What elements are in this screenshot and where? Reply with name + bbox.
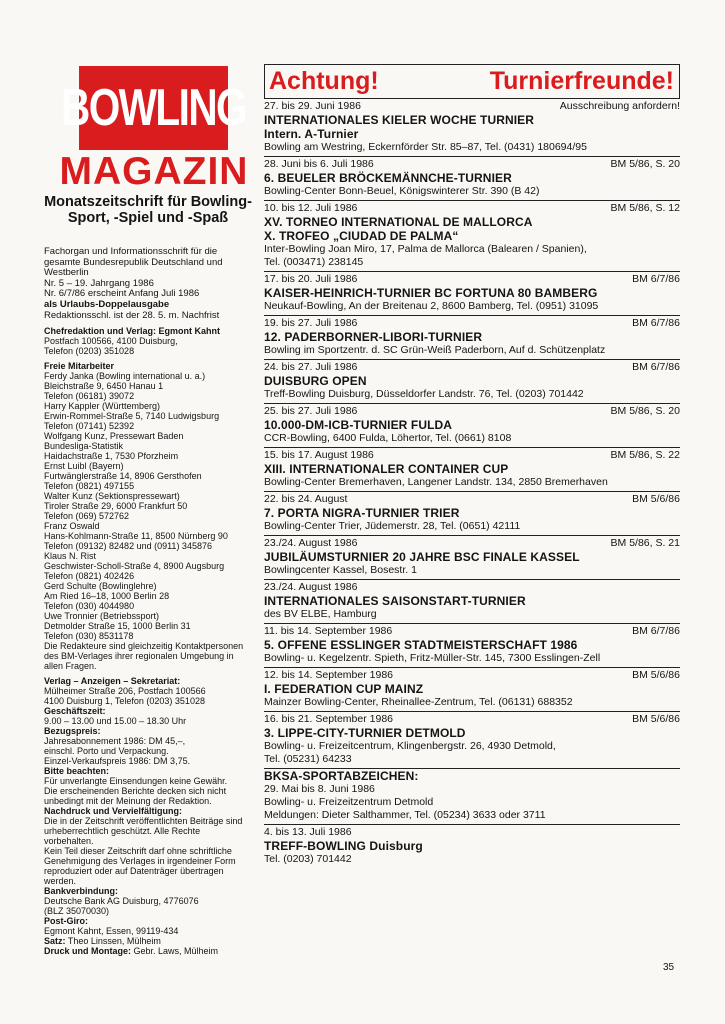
- tournament-column: [264, 64, 680, 868]
- event-location: Bowling-Center Bonn-Beuel, Königswinterer Str. 390 (B 42): [264, 185, 540, 197]
- imprint-line: Nachdruck und Vervielfältigung:: [44, 806, 183, 817]
- imprint-line: Walter Kunz (Sektionspressewart): [44, 491, 180, 502]
- event-date-row: [264, 316, 680, 330]
- imprint-line: Harry Kappler (Württemberg): [44, 401, 161, 412]
- event-location: Bowling- u. Freizeitcentrum, Klingenbergstr. 26, 4930 Detmold,: [264, 740, 556, 752]
- event-entry: [264, 536, 680, 580]
- event-date: 17. bis 20. Juli 1986: [264, 273, 358, 285]
- imprint-line: Geschwister-Scholl-Straße 4, 8900 Augsburg: [44, 561, 225, 572]
- event-entry: [264, 360, 680, 404]
- imprint-line: Hans-Kohlmann-Straße 11, 8500 Nürnberg 90: [44, 531, 228, 542]
- event-location: Tel. (003471) 238145: [264, 256, 364, 268]
- imprint-line: einschl. Porto und Verpackung.: [44, 746, 169, 757]
- imprint-line: 4100 Duisburg 1, Telefon (0203) 351028: [44, 696, 205, 707]
- imprint-line: Post-Giro:: [44, 916, 88, 927]
- imprint-line: Telefon (0203) 351028: [44, 346, 135, 357]
- event-date: 12. bis 14. September 1986: [264, 669, 394, 681]
- event-reference: BM 5/6/86: [632, 669, 680, 681]
- event-entry: [264, 712, 680, 769]
- event-title: XV. TORNEO INTERNATIONAL DE MALLORCA: [264, 215, 533, 229]
- event-date: 25. bis 27. Juli 1986: [264, 405, 358, 417]
- imprint-line: Egmont Kahnt, Essen, 99119-434: [44, 926, 179, 937]
- event-date-row: [264, 201, 680, 215]
- event-reference: BM 5/86, S. 12: [610, 202, 680, 214]
- event-title: X. TROFEO „CIUDAD DE PALMA“: [264, 229, 459, 243]
- event-date: 22. bis 24. August: [264, 493, 348, 505]
- event-location: Neukauf-Bowling, An der Breitenau 2, 8600 Bamberg, Tel. (0951) 31095: [264, 300, 599, 312]
- event-location: Bowling- u. Kegelzentr. Spieth, Fritz-Müller-Str. 145, 7300 Esslingen-Zell: [264, 652, 601, 664]
- event-location: Inter-Bowling Joan Miro, 17, Palma de Mallorca (Balearen / Spanien),: [264, 243, 587, 255]
- imprint-line: Telefon (069) 572762: [44, 511, 130, 522]
- event-title: INTERNATIONALES SAISONSTART-TURNIER: [264, 594, 526, 608]
- imprint-line: Bleichstraße 9, 6450 Hanau 1: [44, 381, 164, 392]
- event-location: 29. Mai bis 8. Juni 1986: [264, 783, 375, 795]
- event-entry: [264, 769, 680, 825]
- imprint-line: Uwe Tronnier (Betriebssport): [44, 611, 160, 622]
- event-title: 12. PADERBORNER-LIBORI-TURNIER: [264, 330, 483, 344]
- imprint-line: Wolfgang Kunz, Pressewart Baden: [44, 431, 184, 442]
- imprint-line: Geschäftszeit:: [44, 706, 106, 717]
- event-location: Mainzer Bowling-Center, Rheinallee-Zentrum, Tel. (06131) 688352: [264, 696, 573, 708]
- imprint-line: als Urlaubs-Doppelausgabe: [44, 298, 170, 310]
- event-reference: BM 5/86, S. 21: [610, 537, 680, 549]
- event-date-row: [264, 272, 680, 286]
- event-date: 10. bis 12. Juli 1986: [264, 202, 358, 214]
- page-number: 35: [663, 962, 675, 973]
- event-location: Bowling im Sportzentr. d. SC Grün-Weiß Paderborn, Auf d. Schützenplatz: [264, 344, 606, 356]
- event-location: Meldungen: Dieter Salthammer, Tel. (05234) 3633 oder 3711: [264, 809, 546, 821]
- event-location: Bowlingcenter Kassel, Bosestr. 1: [264, 564, 417, 576]
- bowling-logo: BOWLING: [79, 66, 228, 150]
- event-title: JUBILÄUMSTURNIER 20 JAHRE BSC FINALE KASSEL: [264, 550, 580, 564]
- event-location: Bowling am Westring, Eckernförder Str. 85–87, Tel. (0431) 180694/95: [264, 141, 587, 153]
- imprint-line: Satz: Theo Linssen, Mülheim: [44, 936, 161, 947]
- event-date-row: [264, 624, 680, 638]
- imprint-line: Deutsche Bank AG Duisburg, 4776076: [44, 896, 199, 907]
- imprint-line: Die erscheinenden Berichte decken sich nicht unbedingt mit der Meinung der Redaktion.: [44, 786, 227, 807]
- imprint-line: Postfach 100566, 4100 Duisburg,: [44, 336, 178, 347]
- event-date: 4. bis 13. Juli 1986: [264, 826, 352, 838]
- event-title: 6. BEUELER BRÖCKEMÄNNCHE-TURNIER: [264, 171, 512, 185]
- event-location: CCR-Bowling, 6400 Fulda, Löhertor, Tel. (0661) 8108: [264, 432, 512, 444]
- event-reference: BM 5/6/86: [632, 493, 680, 505]
- event-entry: [264, 316, 680, 360]
- event-title: XIII. INTERNATIONALER CONTAINER CUP: [264, 462, 509, 476]
- event-title: I. FEDERATION CUP MAINZ: [264, 682, 424, 696]
- imprint-line: Detmolder Straße 15, 1000 Berlin 31: [44, 621, 191, 632]
- imprint-line: Telefon (030) 8531178: [44, 631, 134, 642]
- imprint-line: Freie Mitarbeiter: [44, 361, 115, 372]
- imprint-line: Ernst Luibl (Bayern): [44, 461, 124, 472]
- imprint-line: Haidachstraße 1, 7530 Pforzheim: [44, 451, 179, 462]
- imprint-line: Gerd Schulte (Bowlinglehre): [44, 581, 157, 592]
- event-date-row: [264, 492, 680, 506]
- event-reference: BM 5/6/86: [632, 713, 680, 725]
- event-date: 11. bis 14. September 1986: [264, 625, 393, 637]
- imprint-line: Chefredaktion und Verlag: Egmont Kahnt: [44, 326, 221, 337]
- event-reference: BM 5/86, S. 20: [610, 405, 680, 417]
- imprint-line: (BLZ 35070030): [44, 906, 110, 917]
- imprint-text: [44, 247, 252, 956]
- imprint-line: Redaktionsschl. ist der 28. 5. m. Nachfrist: [44, 309, 220, 321]
- imprint-line: Fachorgan und Informationsschrift für die gesamte Bundesrepublik Deutschland und Westberlin: [44, 246, 223, 279]
- imprint-line: Klaus N. Rist: [44, 551, 97, 562]
- imprint-line: Ferdy Janka (Bowling international u. a.): [44, 371, 206, 382]
- event-title: KAISER-HEINRICH-TURNIER BC FORTUNA 80 BAMBERG: [264, 286, 598, 300]
- imprint-line: Kein Teil dieser Zeitschrift darf ohne schriftliche Genehmigung des Verlages in irgendeiner Form reproduziert oder auf Datenträger übertragen werden.: [44, 846, 236, 887]
- event-location: des BV ELBE, Hamburg: [264, 608, 377, 620]
- event-title: 10.000-DM-ICB-TURNIER FULDA: [264, 418, 453, 432]
- event-reference: BM 5/86, S. 22: [610, 449, 680, 461]
- event-location: Tel. (05231) 64233: [264, 753, 352, 765]
- imprint-line: 9.00 – 13.00 und 15.00 – 18.30 Uhr: [44, 716, 187, 727]
- event-entry: [264, 825, 680, 868]
- event-location: Tel. (0203) 701442: [264, 853, 352, 865]
- imprint-line: Bitte beachten:: [44, 766, 110, 777]
- event-date-row: [264, 99, 680, 113]
- headline-left: Achtung!: [269, 67, 379, 95]
- event-location: Bowling-Center Bremerhaven, Langener Landstr. 134, 2850 Bremerhaven: [264, 476, 608, 488]
- event-date-row: [264, 536, 680, 550]
- imprint-line: Franz Oswald: [44, 521, 100, 532]
- imprint-line: Telefon (06181) 39072: [44, 391, 135, 402]
- imprint-line: Am Ried 16–18, 1000 Berlin 28: [44, 591, 170, 602]
- headline-right: Turnierfreunde!: [489, 67, 674, 95]
- imprint-line: Telefon (09132) 82482 und (0911) 345876: [44, 541, 212, 552]
- event-reference: BM 6/7/86: [632, 625, 680, 637]
- event-location: Bowling- u. Freizeitzentrum Detmold: [264, 796, 434, 808]
- imprint-line: Einzel-Verkaufspreis 1986: DM 3,75.: [44, 756, 191, 767]
- event-date-row: [264, 668, 680, 682]
- event-reference: BM 6/7/86: [632, 273, 680, 285]
- event-entry: [264, 624, 680, 668]
- imprint-line: Die in der Zeitschrift veröffentlichten Beiträge sind urheberrechtlich geschützt. Alle Rechte vorbehalten.: [44, 816, 243, 847]
- event-date-row: [264, 580, 680, 594]
- headline: [264, 64, 680, 99]
- event-date: 19. bis 27. Juli 1986: [264, 317, 358, 329]
- event-entry: [264, 404, 680, 448]
- event-title: 3. LIPPE-CITY-TURNIER DETMOLD: [264, 726, 466, 740]
- event-date-row: [264, 157, 680, 171]
- event-entry: [264, 668, 680, 712]
- imprint-line: Bundesliga-Statistik: [44, 441, 124, 452]
- event-location: Treff-Bowling Duisburg, Düsseldorfer Landstr. 76, Tel. (0203) 701442: [264, 388, 584, 400]
- imprint-line: Nr. 5 – 19. Jahrgang 1986: [44, 277, 154, 289]
- imprint-line: Telefon (0821) 497155: [44, 481, 135, 492]
- event-date-row: [264, 712, 680, 726]
- event-title: BKSA-SPORTABZEICHEN:: [264, 769, 419, 783]
- event-title: INTERNATIONALES KIELER WOCHE TURNIER: [264, 113, 535, 127]
- event-reference: BM 6/7/86: [632, 317, 680, 329]
- event-title: 5. OFFENE ESSLINGER STADTMEISTERSCHAFT 1986: [264, 638, 578, 652]
- imprint-line: Tiroler Straße 29, 6000 Frankfurt 50: [44, 501, 188, 512]
- event-title: Intern. A-Turnier: [264, 127, 359, 141]
- imprint-line: Erwin-Rommel-Straße 5, 7140 Ludwigsburg: [44, 411, 220, 422]
- imprint-line: Jahresabonnement 1986: DM 45,–,: [44, 736, 186, 747]
- event-date: 16. bis 21. September 1986: [264, 713, 394, 725]
- imprint-line: Bankverbindung:: [44, 886, 119, 897]
- magazine-subtitle: Monatszeitschrift für Bowling-Sport, -Spiel und -Spaß: [44, 194, 252, 226]
- imprint-line: Bezugspreis:: [44, 726, 101, 737]
- imprint-line: Nr. 6/7/86 erscheint Anfang Juli 1986: [44, 288, 200, 300]
- event-date: 23./24. August 1986: [264, 537, 358, 549]
- imprint-line: Verlag – Anzeigen – Sekretariat:: [44, 676, 181, 687]
- magazin-wordmark: MAGAZIN: [59, 150, 249, 193]
- imprint-line: Für unverlangte Einsendungen keine Gewähr.: [44, 776, 228, 787]
- imprint-line: Furtwänglerstraße 14, 8906 Gersthofen: [44, 471, 202, 482]
- event-title: DUISBURG OPEN: [264, 374, 367, 388]
- event-title: TREFF-BOWLING Duisburg: [264, 839, 423, 853]
- event-entry: [264, 272, 680, 316]
- event-date: 23./24. August 1986: [264, 581, 358, 593]
- event-date-row: [264, 360, 680, 374]
- event-date-row: [264, 404, 680, 418]
- event-entry: [264, 492, 680, 536]
- event-location: Bowling-Center Trier, Jüdemerstr. 28, Tel. (0651) 42111: [264, 520, 521, 532]
- event-reference: BM 6/7/86: [632, 361, 680, 373]
- event-date: 28. Juni bis 6. Juli 1986: [264, 158, 374, 170]
- imprint-line: Telefon (030) 4044980: [44, 601, 135, 612]
- event-title: 7. PORTA NIGRA-TURNIER TRIER: [264, 506, 460, 520]
- imprint-line: Telefon (0821) 402426: [44, 571, 135, 582]
- event-date-row: [264, 825, 680, 839]
- event-entry: [264, 448, 680, 492]
- event-list: [264, 99, 680, 868]
- event-entry: [264, 99, 680, 157]
- event-date-row: [264, 448, 680, 462]
- event-date: 27. bis 29. Juni 1986: [264, 100, 361, 112]
- imprint-line: Druck und Montage: Gebr. Laws, Mülheim: [44, 946, 219, 957]
- event-reference: Ausschreibung anfordern!: [559, 100, 680, 112]
- event-entry: [264, 580, 680, 624]
- imprint-line: Mülheimer Straße 206, Postfach 100566: [44, 686, 206, 697]
- event-date: 15. bis 17. August 1986: [264, 449, 374, 461]
- event-entry: [264, 201, 680, 272]
- event-date: 24. bis 27. Juli 1986: [264, 361, 358, 373]
- event-reference: BM 5/86, S. 20: [610, 158, 680, 170]
- imprint-line: Telefon (07141) 52392: [44, 421, 135, 432]
- event-entry: [264, 157, 680, 201]
- imprint-line: Die Redakteure sind gleichzeitig Kontaktpersonen des BM-Verlages ihrer regionalen Umgebung in allen Fragen.: [44, 641, 244, 672]
